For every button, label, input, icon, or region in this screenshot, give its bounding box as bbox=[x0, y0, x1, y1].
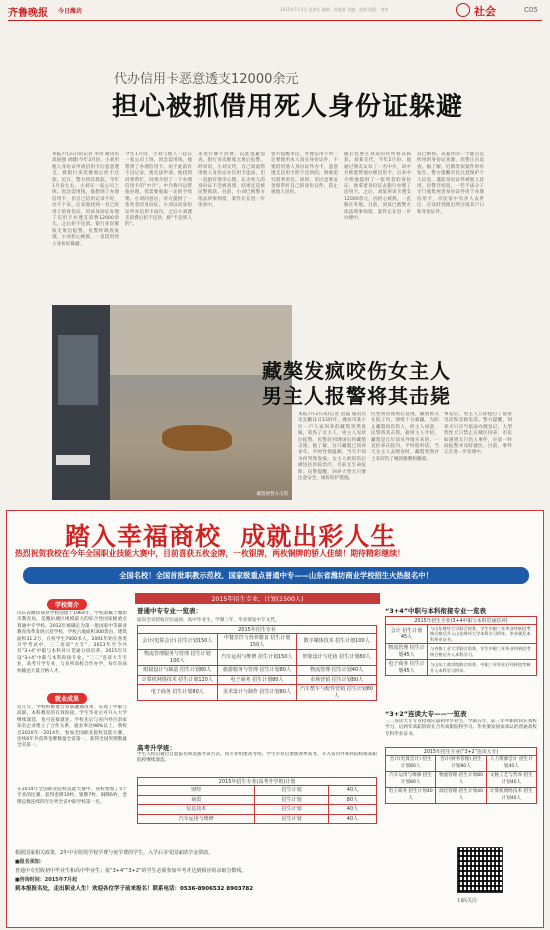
footer-line: 普通中专招收初中毕业生和高中毕业生；报“3+4”“3+2”的学生必须参加中考并达到相应的录取分数线。 bbox=[15, 868, 247, 874]
table-cell: 汽车运用与维修 bbox=[138, 814, 255, 824]
intro-tag: 学校简介 bbox=[47, 599, 87, 610]
table-cell: 40人 bbox=[328, 786, 376, 796]
r32-text: 三二连读大专专业招收应届初中毕业生，学制五年，前三年中职阶段在我校学习，后两年高职阶段在合作高职院校学习。毕业颁发国家承认的普通高校专科毕业证书。 bbox=[385, 719, 537, 737]
gaokao-text: 学生入校后通过自愿报名和选拔考试方式，按专业组建高考班，学生毕业后参加春季高考，升入省内外本科院校或高职院校继续深造。 bbox=[137, 752, 377, 764]
footer-line: ■咨询时间：2015年7月起 bbox=[15, 877, 78, 883]
page-header bbox=[0, 0, 550, 20]
newspaper-logo: 齐鲁晚报 bbox=[8, 8, 48, 19]
reg-note: 面向全省招收应往届初、高中毕业生，学制三年，毕业颁发中专文凭。 bbox=[137, 618, 280, 623]
employ-tag: 就业成果 bbox=[47, 693, 87, 704]
table-cell: 物流管理服务与管理 招生计划100人 bbox=[138, 650, 218, 666]
table-cell: 中餐烹饪与营养膳食 招生计划150人 bbox=[217, 634, 297, 650]
footer-line: 根据国家相关政策，2年中专阶段学校学费与免学费的学生，入学后享受国家助学金资助。 bbox=[15, 850, 214, 856]
article2-headline-2: 男主人报警将其击毙 bbox=[262, 384, 451, 408]
table-cell: 物流管理 招生计划45人 bbox=[386, 644, 428, 660]
table-cell: 汽车运用与维修 招生计划80人 bbox=[386, 772, 436, 788]
plan-title: 2015年招生专业、计划(1500人) bbox=[135, 593, 380, 604]
table-cell: 酒店管理 招生计划40人 bbox=[436, 788, 486, 804]
article1-col6: 其已被拘。该案件的一个疑点是所用的身份证来源，民警正在追查。据了解，近期类似案件时有发生，警方提醒市民注意保护个人信息，谨防身份证件被他人冒用。民警介绍说，一些不法分子专门收集死者身份证件用于办理信用卡，市民家中有亲人去世后，应及时到派出所注销其户口和身份证件。 bbox=[417, 152, 484, 215]
gaokao-title: 高考升学班： bbox=[137, 744, 176, 752]
table-cell: 财经 bbox=[138, 786, 255, 796]
employ-text: 近几年，学校积极推行普职融通改革，实现了中职与高职、本科教育的有效衔接，学生毕业后可升入大学继续深造，也可直接就业。学校先后与省内外百余家知名企业建立了合作关系，就业率达98%以上。我校自2010年一2014年，参加全国职业院校技能大赛，连续6年共获得金牌数量全省第一，获得全国奖牌数量全省第一。 bbox=[17, 705, 127, 749]
table-cell: 物流管理 招生计划80人 bbox=[436, 772, 486, 788]
article1-col2: 今年1月份，小刘与他人一起在一家公司上班，因急需用钱，他想到了办理信用卡。由于此前有不良记录，他无法申请。他找到同事帮忙，同事介绍了一个办理信用卡的“中介”。中介称可以帮他办理，但需要收取一定的手续费。小刘同意后，对方提供了一张死者的身份证，小刘以该身份证申办信用卡成功。之后小刘透支消费后拒不还款，称“卡是别人的”。 bbox=[125, 152, 192, 228]
article2-col3: 事发后，男主人立即拨打了报警电话和急救电话。警方提醒，饲养犬只应当依法办理登记，大型烈性犬只禁止在城区饲养，市民如遇到犬只伤人事件，应第一时间报警并及时就医。目前，事件正在进一步处理中。 bbox=[444, 412, 512, 456]
table-cell: 数字媒体技术 招生计划100人 bbox=[297, 634, 377, 650]
table-row bbox=[386, 644, 537, 660]
section-badge bbox=[456, 3, 470, 17]
article1-col4: 警方提醒市民，办理信用卡时一定要使用本人真实身份证件，不要借用他人身份证件办卡，恶意透支信用卡拒不还款的，将被追究刑事责任。同时，市民也要妥善保管好自己的身份证件，防止被他人冒用。 bbox=[271, 152, 338, 196]
r34-table bbox=[385, 624, 537, 676]
table-cell: 电子商务 招生计划80人 bbox=[138, 685, 218, 701]
footer-line: 到本报报名处，走出职业人生！欢迎各位学子前来报名！联系电话：0536-8906532 8903782 bbox=[15, 886, 254, 892]
footer-line: ■报名须知： bbox=[15, 859, 45, 865]
table-cell: 市场营销 招生计划80人 bbox=[297, 675, 377, 685]
r34-title: “3+4”中职与本科衔接专业一览表 bbox=[385, 607, 487, 615]
table-cell: 40人 bbox=[328, 805, 376, 815]
regular-table bbox=[137, 633, 377, 701]
page-number: C05 bbox=[524, 6, 538, 14]
table-cell: 电子商务 招生计划45人 bbox=[386, 660, 428, 676]
table-cell: 电子商务 招生计划80人 bbox=[217, 675, 297, 685]
article1-kicker: 代办信用卡恶意透支12000余元 bbox=[114, 72, 299, 87]
table-row bbox=[386, 788, 537, 804]
table-cell: 40人 bbox=[328, 814, 376, 824]
photo-caption: 藏獒被警方击毙 bbox=[256, 492, 288, 497]
qr-label: 扫码关注 bbox=[457, 898, 478, 904]
sports-title: 2015年招生专业(高考升学班)计划 bbox=[137, 777, 377, 786]
article2-col1: 本报7月2日讯(记者 赵磊 通讯员 史先鹏)1日13时许，潍坊市某小区一户人家饲养的藏獒突然发疯，咬伤了女主人。男主人见状后报警，民警赶到现场后将藏獒击毙。据了解，这只藏獒已饲养多年，平时性情温顺，当天不知为何突然发疯。女主人被咬伤后被送往医院治疗，目前无生命危险。民警提醒，饲养大型犬只要注意安全，做好防护措施。 bbox=[298, 412, 366, 482]
ad-subbanner: 全国名校！全国首批职教示范校、国家级重点普通中专——山东省潍坊商业学校招生火热报名中！ bbox=[23, 567, 529, 584]
car-window bbox=[58, 335, 98, 405]
table-cell: 美术设计与制作 招生计划80人 bbox=[217, 685, 297, 701]
qr-code[interactable] bbox=[457, 847, 503, 893]
table-row bbox=[138, 634, 377, 650]
employ-text2: 在2014年全国职业院校技能大赛中，我校参加了5个专业的比赛，获得金牌10枚、银牌7枚、铜牌6枚，金牌总数连续四年位列全省中职学校第一名。 bbox=[17, 787, 127, 805]
table-row bbox=[386, 660, 537, 676]
ad-box bbox=[6, 510, 544, 928]
table-row bbox=[386, 756, 537, 772]
table-cell: 招生计划 bbox=[255, 805, 328, 815]
table-row bbox=[138, 685, 377, 701]
table-cell: 招生计划 bbox=[255, 814, 328, 824]
table-row bbox=[138, 795, 377, 805]
table-cell: 与齐鲁工业大学联合培养，学生中职三年毕业经转段考核合格后升入本科学习。 bbox=[428, 644, 537, 660]
r32-title: “3+2”连读大专——一览表 bbox=[385, 710, 467, 718]
section-label: 社会 bbox=[474, 5, 496, 18]
table-cell: 眼镜设计与制造 招生计划80人 bbox=[138, 666, 218, 676]
r32-table bbox=[385, 755, 537, 804]
table-row bbox=[386, 772, 537, 788]
table-row bbox=[138, 814, 377, 824]
date-info: 2015年7月3日 星期五 编辑：孙俊贤 美编：赵娟 组版：刘伟 bbox=[280, 7, 389, 12]
intro-text: 山东省潍坊商业学校创建于1964年，学校隶属于潍坊市教育局，是潍坊城区规模最大的综合性国家级重点普通中专学校。2012年被确定为第一批国家中等职业教育改革发展示范学校，学校占地面积300余亩，建筑面积31.2万，在校学生7000多人。2001年始在各类升学考试中，三二连读“大专”、2013年至今共有“3+4”中职与本科对口贯通分段培养，2015年开设“3+4”中职与本科衔接专业。“三二”连读大专专业，高考升学专业，与多所高校合作办学，每年向高校输送大量合格人才。 bbox=[17, 611, 127, 674]
table-cell: 物流管理 招生计划40人 bbox=[297, 666, 377, 676]
table-cell: 旅游服务与管理 招生计划80人 bbox=[217, 666, 297, 676]
ad-headline: 踏入幸福商校 成就出彩人生 bbox=[65, 522, 397, 551]
table-cell: 会计 招生计划45人 bbox=[386, 625, 428, 644]
table-cell: 会计(电算会计) 招生计划150人 bbox=[138, 634, 218, 650]
ad-footer bbox=[15, 849, 455, 923]
table-cell: 商贸 bbox=[138, 795, 255, 805]
table-row bbox=[138, 650, 377, 666]
table-cell: 汽车整车与配件营销 招生计划80人 bbox=[297, 685, 377, 701]
table-cell: 信息技术 bbox=[138, 805, 255, 815]
table-row bbox=[138, 675, 377, 685]
dog-shape bbox=[162, 425, 232, 451]
gaokao-table bbox=[137, 785, 377, 824]
table-cell: 文秘工艺与营养 招生计划40人 bbox=[486, 772, 536, 788]
article1-col3: 来进行刷卡消费，以此逃避追查。银行多次催收无果后报警。经审讯，小刘交代，自己知道借用他人身份证办信用卡违法，但一直抱有侥幸心理，认为死人的身份证不会被查到，结果还是被民警抓获。目前，小刘已被警方依法刑事拘留，案件正在进一步审查中。 bbox=[198, 152, 265, 209]
table-cell: 人力资源会计 招生计划40人 bbox=[486, 756, 536, 772]
reg-subtitle: 2015年招生专业 bbox=[137, 625, 377, 634]
license-plate bbox=[56, 455, 90, 465]
table-row bbox=[138, 805, 377, 815]
article1-col1: 本报7月2日讯(记者 李涛 通讯员 高国强 刘健)今年3月份，小刘用他人身份证申请信用卡后恶意透支，被银行多次催收后拒不还款。近日，警方将其抓获。今年1月份左右，小刘在一家公司上班。因急需用钱，他想到了办理信用卡，但自己信用记录不好，办不下来。后来他找到一名已故男子的身份证，用该身份证办理了信用卡并透支消费12000余元，之后拒不还款。银行多次催收无果后报警。民警经调查发现，小刘担心被抓，一直借用死人身份证躲避。 bbox=[52, 152, 119, 247]
header-rule bbox=[8, 20, 542, 21]
reg-title: 普通中专专业一览表： bbox=[137, 607, 202, 615]
article2-photo bbox=[52, 305, 292, 500]
article2-col2: 民警到达现场后发现，藏獒被关在院子内，情绪十分暴躁。为防止藏獒再次伤人，经主人同意，民警将其击毙。据男主人介绍，藏獒是几年前从外地买来的，一直拴养在院内，平时很听话。当天女主人去喂食时，藏獒突然扑上来咬伤了她的胳膊和腿部。 bbox=[371, 412, 439, 462]
r32-subtitle: 2015年招生专业(“3+2”连读大专) bbox=[385, 747, 537, 756]
table-cell: 会计(电算会计) 招生计划80人 bbox=[386, 756, 436, 772]
table-cell: 形象设计与化妆 招生计划80人 bbox=[297, 650, 377, 666]
table-row bbox=[138, 786, 377, 796]
r34-subtitle: 2015年招生专业(3+4中职与本科贯通培养) bbox=[385, 616, 537, 625]
table-cell: 与山东工商学院联合培养，中职三年毕业后经转段考核升入本科学习四年。 bbox=[428, 660, 537, 676]
table-cell: 计算机网络技术 招生计划40人 bbox=[486, 788, 536, 804]
edition-label: 今日潍坊 bbox=[58, 8, 83, 15]
article1-col5: 随后民警在刘某的住所将其抓获。刘某交代，今年2月份，他通过朋友认识了一名中介，该中介称能帮他办理信用卡。后来中介给他提供了一张死者的身份证，他拿着身份证去银行办理了信用卡。之后，刘某用该卡透支12000余元，因担心被抓，一直躲在外地。目前，刘某已被警方依法刑事拘留，案件正在进一步办理中。 bbox=[344, 152, 411, 222]
table-cell: 汽车运用与维修 招生计划150人 bbox=[217, 650, 297, 666]
article2-headline-1: 藏獒发疯咬伤女主人 bbox=[262, 359, 451, 383]
table-cell: 电子商务 招生计划40人 bbox=[386, 788, 436, 804]
table-cell: 会计(财务管理) 招生计划80人 bbox=[436, 756, 486, 772]
table-cell: 计算机网络技术 招生计划120人 bbox=[138, 675, 218, 685]
table-cell: 招生计划 bbox=[255, 795, 328, 805]
article1-headline: 担心被抓借用死人身份证躲避 bbox=[112, 92, 464, 122]
ad-banner: 热烈祝贺我校在今年全国职业技能大赛中，目前喜获五枚金牌，一枚银牌，两枚铜牌的骄人佳绩！期待精彩继续！ bbox=[15, 549, 405, 558]
table-cell: 与山东财经大学联合培养，学生中职三年毕业经转段考核合格后升入山东财经大学本科学习四年，毕业颁发本科毕业证书。 bbox=[428, 625, 537, 644]
table-cell: 招生计划 bbox=[255, 786, 328, 796]
table-row bbox=[386, 625, 537, 644]
table-cell: 80人 bbox=[328, 795, 376, 805]
table-row bbox=[138, 666, 377, 676]
